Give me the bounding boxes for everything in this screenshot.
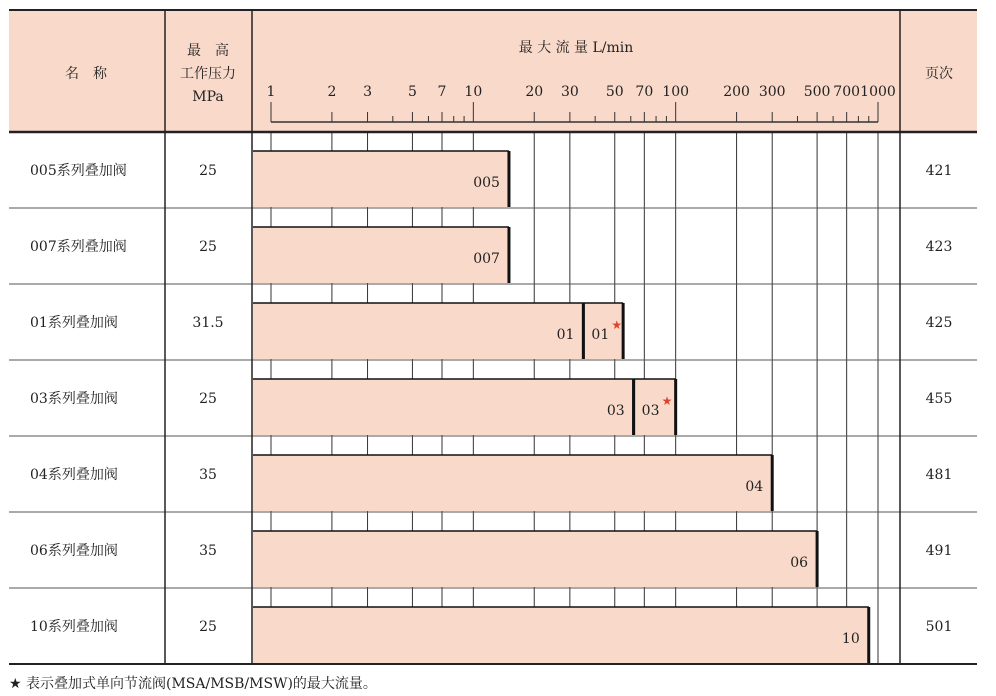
bar-label: 06 [790,555,809,571]
bar-label: 007 [473,251,500,267]
bar [253,607,869,663]
row-name: 007系列叠加阀 [30,239,127,255]
row-page: 423 [925,239,953,255]
bar [253,531,817,587]
x-tick-label: 50 [605,84,624,100]
star-bar-label: 01 [591,327,610,343]
row-pressure: 35 [199,467,217,483]
row-page: 455 [925,391,953,407]
x-tick-label: 1000 [860,84,896,100]
row-pressure: 31.5 [192,315,224,331]
star-bar-label: 03 [641,403,660,419]
bar-label: 10 [841,631,860,647]
row-page: 425 [925,315,953,331]
bar [253,303,583,359]
x-tick-label: 5 [407,84,417,100]
bar-label: 04 [745,479,764,495]
bar-label: 01 [556,327,575,343]
footnote-text: 表示叠加式单向节流阀(MSA/MSB/MSW)的最大流量。 [26,676,377,692]
row-pressure: 25 [199,619,217,635]
header-background [9,10,977,132]
row-name: 04系列叠加阀 [30,467,118,483]
x-tick-label: 20 [525,84,544,100]
star-icon: ★ [661,394,673,408]
x-tick-label: 100 [662,84,690,100]
bar [253,227,509,283]
x-tick-label: 700 [833,84,861,100]
x-tick-label: 7 [437,84,447,100]
header-page: 页次 [925,66,953,82]
row-page: 501 [925,619,953,635]
bar [253,379,634,435]
row-pressure: 25 [199,163,217,179]
x-tick-label: 30 [560,84,579,100]
header-name: 名 称 [65,66,107,82]
row-pressure: 35 [199,543,217,559]
header-pressure-line1: 最 高 [187,43,229,59]
x-tick-label: 200 [723,84,750,100]
header-pressure-line2: 工作压力 [180,66,236,82]
row-name: 03系列叠加阀 [30,391,118,407]
row-name: 005系列叠加阀 [30,163,127,179]
star-icon: ★ [611,318,623,332]
x-tick-label: 300 [758,84,786,100]
row-name: 10系列叠加阀 [30,619,118,635]
data-rows [9,132,977,664]
x-tick-label: 1 [266,84,276,100]
row-name: 01系列叠加阀 [30,315,118,331]
bar [253,151,509,207]
x-tick-label: 3 [363,84,372,100]
header-flow-title: 最 大 流 量 L/min [518,40,634,56]
row-page: 481 [925,467,953,483]
bar [253,455,772,511]
x-tick-label: 500 [803,84,831,100]
row-pressure: 25 [199,239,217,255]
x-tick-label: 2 [327,84,337,100]
row-name: 06系列叠加阀 [30,543,118,559]
x-tick-label: 10 [464,84,483,100]
x-tick-label: 70 [635,84,654,100]
row-page: 421 [925,163,953,179]
header-pressure-line3: MPa [192,89,224,105]
bar-label: 005 [473,175,500,191]
row-page: 491 [925,543,953,559]
row-pressure: 25 [199,391,217,407]
footnote-star: ★ [9,676,22,692]
bar-label: 03 [606,403,625,419]
